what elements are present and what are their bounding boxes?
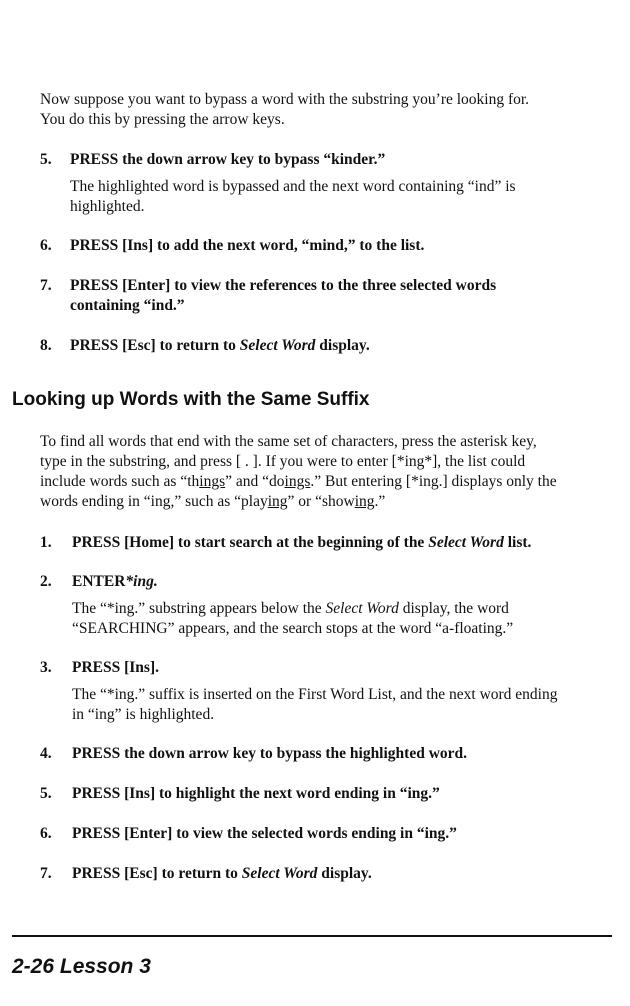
page-footer: 2-26 Lesson 3 xyxy=(12,955,151,978)
paragraph-line: To find all words that end with the same set of characters, press the asterisk key, xyxy=(40,433,537,450)
step-instruction: PRESS [Esc] to return to Select Word display. xyxy=(72,865,372,882)
step-description: highlighted. xyxy=(70,198,145,215)
step-number: 7. xyxy=(40,865,52,882)
step-description: “SEARCHING” appears, and the search stops at the word “a-floating.” xyxy=(72,620,514,637)
step-number: 5. xyxy=(40,151,52,168)
paragraph-line: words ending in “ing,” such as “playing” or “showing.” xyxy=(40,493,386,510)
step-description: The “*ing.” suffix is inserted on the First Word List, and the next word ending xyxy=(72,686,558,703)
step-instruction: containing “ind.” xyxy=(70,297,185,314)
step-number: 6. xyxy=(40,237,52,254)
paragraph-line: include words such as “things” and “doings.” But entering [*ing.] displays only the xyxy=(40,473,557,490)
step-description: The highlighted word is bypassed and the next word containing “ind” is xyxy=(70,178,516,195)
step-instruction: PRESS [Home] to start search at the beginning of the Select Word list. xyxy=(72,534,532,551)
step-instruction: PRESS the down arrow key to bypass the highlighted word. xyxy=(72,745,468,762)
paragraph-line: type in the substring, and press [ . ]. If you were to enter [*ing*], the list could xyxy=(40,453,526,470)
step-instruction: PRESS [Esc] to return to Select Word display. xyxy=(70,337,370,354)
step-instruction: PRESS [Enter] to view the references to the three selected words xyxy=(70,277,497,294)
step-number: 5. xyxy=(40,785,52,802)
step-description: The “*ing.” substring appears below the Select Word display, the word xyxy=(72,600,509,617)
step-instruction: PRESS the down arrow key to bypass “kinder.” xyxy=(70,151,386,168)
step-description: in “ing” is highlighted. xyxy=(72,706,215,723)
step-number: 4. xyxy=(40,745,52,762)
intro-line-1: Now suppose you want to bypass a word with the substring you’re looking for. xyxy=(40,91,530,108)
footer-divider xyxy=(12,935,612,937)
intro-line-2: You do this by pressing the arrow keys. xyxy=(40,111,285,128)
step-number: 2. xyxy=(40,573,52,590)
step-instruction: PRESS [Ins]. xyxy=(72,659,159,676)
step-number: 6. xyxy=(40,825,52,842)
step-instruction: PRESS [Ins] to add the next word, “mind,” to the list. xyxy=(70,237,425,254)
step-number: 7. xyxy=(40,277,52,294)
step-number: 1. xyxy=(40,534,52,551)
step-number: 3. xyxy=(40,659,52,676)
step-instruction: PRESS [Ins] to highlight the next word ending in “ing.” xyxy=(72,785,440,802)
section-heading: Looking up Words with the Same Suffix xyxy=(12,389,370,410)
step-instruction: ENTER*ing. xyxy=(72,573,158,590)
step-number: 8. xyxy=(40,337,52,354)
step-instruction: PRESS [Enter] to view the selected words ending in “ing.” xyxy=(72,825,457,842)
